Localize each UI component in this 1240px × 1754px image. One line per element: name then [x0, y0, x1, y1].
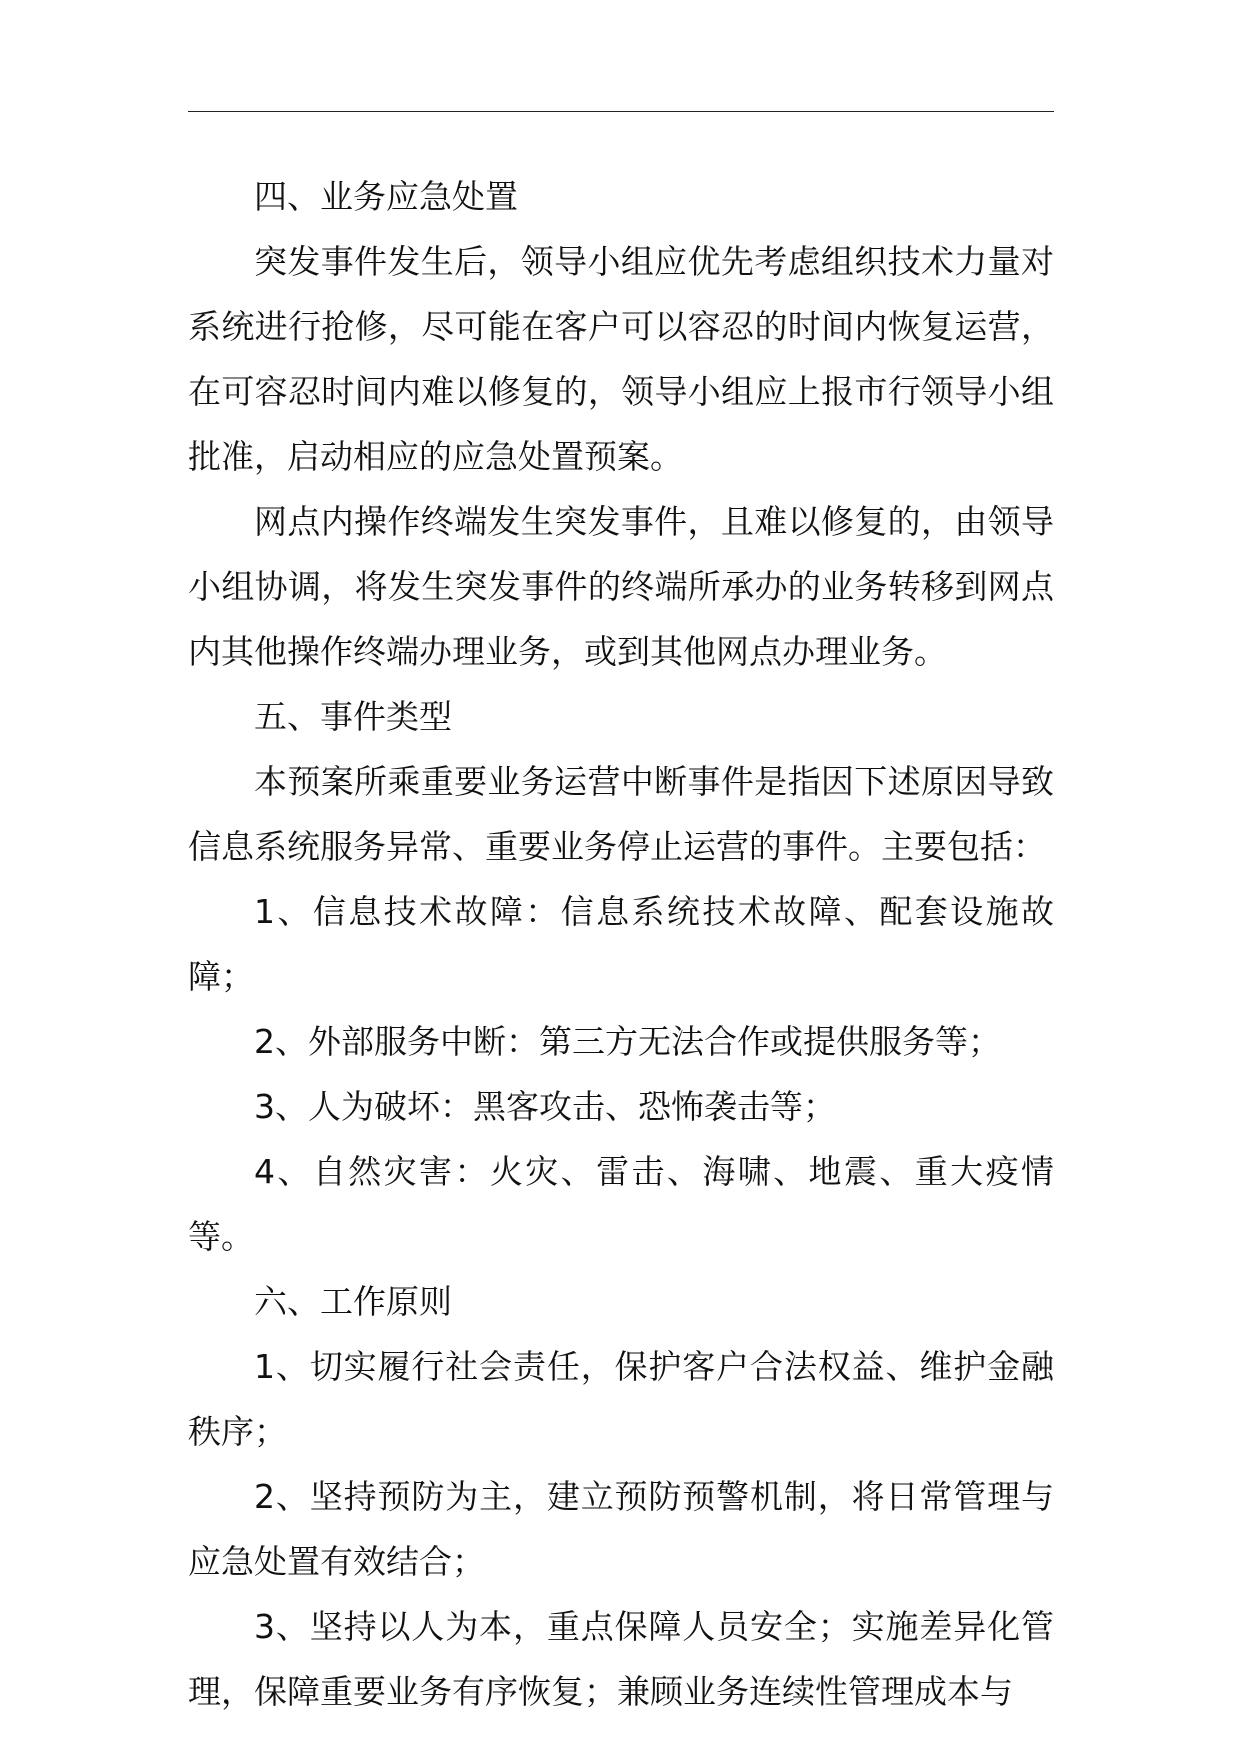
- section-heading-6: 六、工作原则: [254, 1282, 452, 1321]
- document-body: [188, 164, 1054, 1724]
- paragraph: 网点内操作终端发生突发事件，且难以修复的，由领导小组协调，将发生突发事件的终端所承办的业务转移到网点内其他操作终端办理业务，或到其他网点办理业务。: [188, 502, 1054, 671]
- list-item: 1、信息技术故障：信息系统技术故障、配套设施故障；: [188, 892, 1054, 996]
- section-heading-4: 四、业务应急处置: [254, 177, 518, 216]
- section-heading-5: 五、事件类型: [254, 697, 452, 736]
- header-rule: [188, 111, 1054, 112]
- list-item: 4、自然灾害：火灾、雷击、海啸、地震、重大疫情等。: [188, 1152, 1054, 1256]
- paragraph: 本预案所乘重要业务运营中断事件是指因下述原因导致信息系统服务异常、重要业务停止运营的事件。主要包括：: [188, 762, 1054, 866]
- list-item: 1、切实履行社会责任，保护客户合法权益、维护金融秩序；: [188, 1347, 1054, 1451]
- list-item: 3、坚持以人为本，重点保障人员安全；实施差异化管理，保障重要业务有序恢复；兼顾业务连续性管理成本与: [188, 1607, 1054, 1711]
- list-item: 3、人为破坏：黑客攻击、恐怖袭击等；: [254, 1087, 836, 1126]
- list-item: 2、外部服务中断：第三方无法合作或提供服务等；: [254, 1022, 1001, 1061]
- paragraph: 突发事件发生后，领导小组应优先考虑组织技术力量对系统进行抢修，尽可能在客户可以容忍的时间内恢复运营，在可容忍时间内难以修复的，领导小组应上报市行领导小组批准，启动相应的应急处置预案。: [188, 242, 1054, 476]
- list-item: 2、坚持预防为主，建立预防预警机制，将日常管理与应急处置有效结合；: [188, 1477, 1054, 1581]
